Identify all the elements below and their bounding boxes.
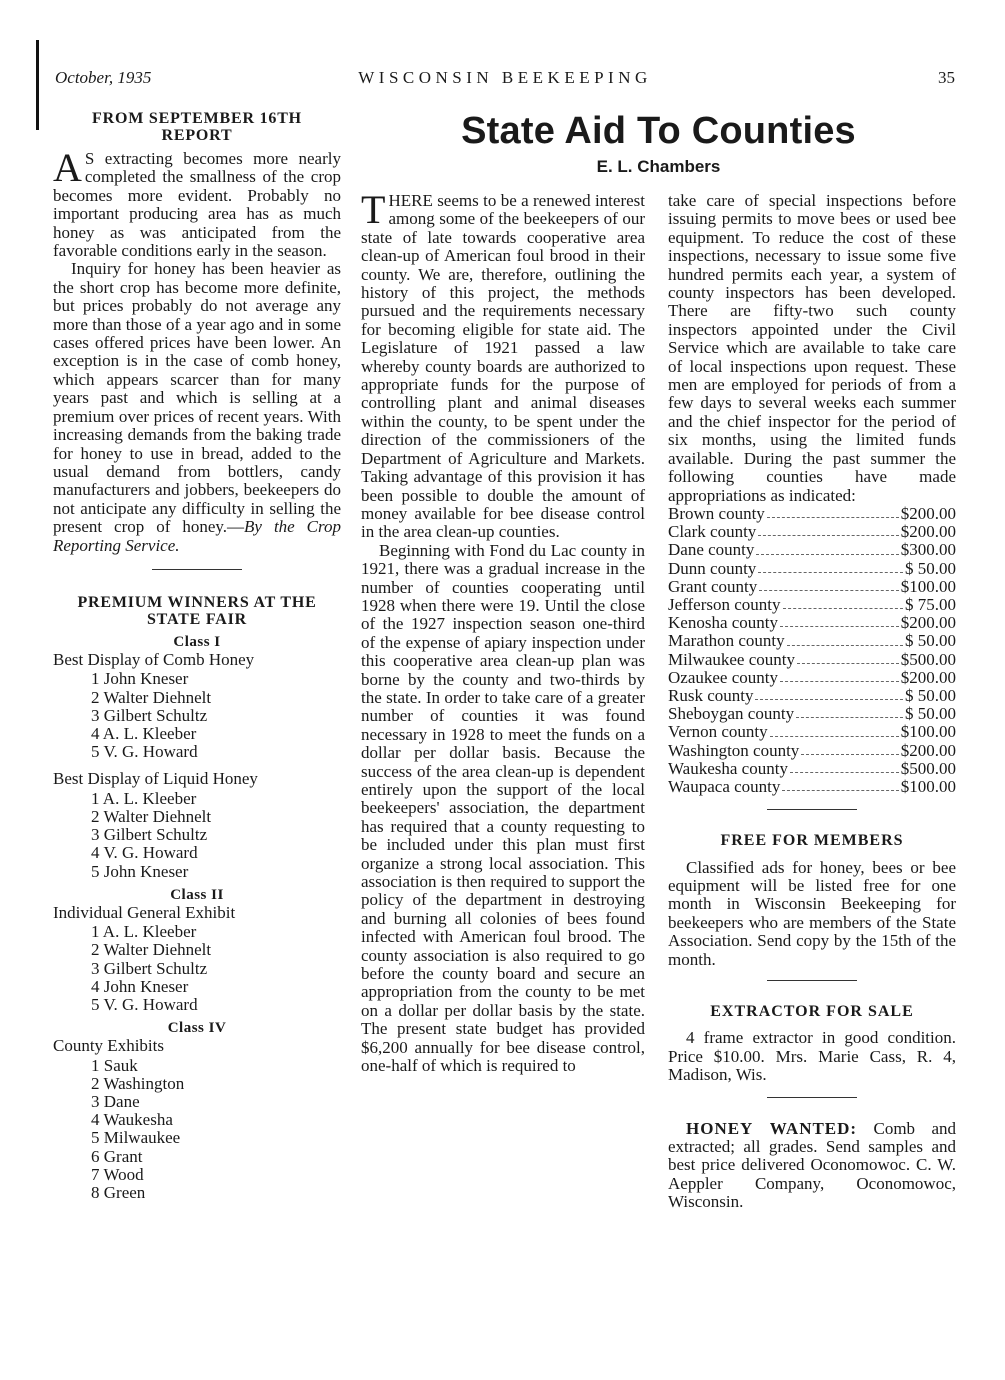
list-item — [668, 651, 956, 669]
honey-wanted-text: Comb and extracted; all grades. Send samples and best price delivered Oconomowoc. C. W. Aeppler Company, Oconomowoc, Wisconsin. — [668, 1118, 957, 1212]
county-name: Clark county — [668, 522, 757, 542]
middle-column — [361, 187, 645, 1076]
amount: $500.00 — [900, 758, 956, 778]
right-column — [668, 192, 956, 1212]
list-item: 2 Walter Diehnelt — [91, 687, 212, 707]
leader-dots — [759, 578, 899, 591]
list-item — [668, 523, 956, 541]
leader-dots — [758, 523, 898, 536]
county-name: Waupaca county — [668, 776, 781, 796]
county-name: Sheboygan county — [668, 704, 795, 724]
leader-dots — [783, 596, 903, 609]
amount: $100.00 — [900, 576, 956, 596]
county-name: Grant county — [668, 576, 758, 596]
list-item: 3 Gilbert Schultz — [91, 705, 208, 725]
list-item — [668, 614, 956, 632]
report-paragraph-1 — [53, 145, 341, 261]
list-item: 4 A. L. Kleeber — [91, 723, 197, 743]
list-item — [668, 669, 956, 687]
list-item: 3 Gilbert Schultz — [91, 825, 208, 845]
leader-dots — [790, 760, 899, 773]
leader-dots — [787, 632, 903, 645]
article-paragraph-3: take care of special inspections before issuing permits to move bees or used bee equipment. To reduce the cost of these inspections, necessary to issue some five hundred permits each year, a system of county inspectors has been developed. There are fifty-two such county inspectors appointed under the Civil Service which are available to take care of local inspections upon request. These men are employed for periods of from a few days to several weeks each summer and the chief inspector for the period of six months, using the limited funds available. During the past summer the following counties have made appropriations as indicated: — [668, 191, 956, 505]
amount: $200.00 — [900, 522, 956, 542]
list-item: 5 V. G. Howard — [91, 995, 198, 1014]
county-name: Brown county — [668, 503, 765, 523]
binding-edge-rule — [36, 40, 39, 130]
list-item: 2 Walter Diehnelt — [91, 940, 212, 960]
county-name: Kenosha county — [668, 613, 779, 633]
amount: $ 50.00 — [905, 685, 956, 705]
individual-exhibit-title: Individual General Exhibit — [53, 902, 236, 922]
page-header — [55, 68, 955, 92]
amount: $300.00 — [900, 540, 956, 560]
amount: $ 50.00 — [905, 631, 956, 651]
list-item: 4 Waukesha — [91, 1110, 173, 1130]
list-item — [668, 578, 956, 596]
page-number: 35 — [938, 68, 955, 87]
leader-dots — [796, 705, 903, 718]
leader-dots — [780, 669, 899, 682]
journal-title: WISCONSIN BEEKEEPING — [358, 68, 652, 87]
list-item — [668, 560, 956, 578]
leader-dots — [756, 541, 898, 554]
report-title: FROM SEPTEMBER 16TH REPORT — [92, 110, 302, 144]
extractor-for-sale-title: EXTRACTOR FOR SALE — [710, 1003, 914, 1020]
list-item — [668, 505, 956, 523]
honey-wanted-notice — [668, 1120, 956, 1212]
list-item — [668, 632, 956, 650]
amount: $ 50.00 — [905, 558, 956, 578]
article-paragraph-2: Beginning with Fond du Lac county in 1921, there was a gradual increase in the number of counties cooperating until 1928 when there were 19. Until the close of the 1927 inspection season one-third of the expense of apiary inspection under this cooperative area clean-up plan was borne by the county and two-thirds by the state. In order to take care of a greater number of counties it was found necessary in 1928 to meet the funds on a dollar per dollar basis. Because the success of the area clean-up is dependent entirely upon the support of the local beekeepers' association, the department has required that a county requesting to be included under this plan must first organize a strong local association. This association is then required to support the policy of the department in destroying and burning all colonies of bees found infected with American foul brood. The county association is also required to go before the county board and secure an appropriation from the county to be met on a dollar per dollar basis by the state. The present state budget has provided $6,200 annually for bee disease control, one-half of which is required to — [361, 540, 645, 1076]
article-paragraph-1-text: HERE seems to be a renewed interest among some of the beekeepers of our state of late towards cooperative area clean-up of American foul brood in their county. We are, therefore, outlining the history of this project, the methods pursued and the requirements necessary for becoming eligible for state aid. The Legislature of 1921 passed a law whereby county boards are authorized to appropriate funds for the purpose of controlling plant and animal diseases within the county, to be spent under the direction of the commissioners of the Department of Agriculture and Markets. Taking advantage of this provision it has been possible to double the amount of money available for bee disease control in the area clean-up counties. — [361, 191, 645, 542]
list-item: 2 Washington — [91, 1073, 185, 1093]
leader-dots — [767, 505, 899, 518]
list-item: 1 Sauk — [91, 1055, 138, 1075]
class-2-heading: Class II — [170, 886, 224, 903]
county-name: Marathon county — [668, 631, 785, 651]
liquid-honey-winners — [53, 790, 341, 881]
amount: $100.00 — [900, 722, 956, 742]
list-item — [668, 760, 956, 778]
list-item — [668, 723, 956, 741]
list-item — [668, 596, 956, 614]
free-for-members-title: FREE FOR MEMBERS — [720, 832, 904, 850]
leader-dots — [758, 560, 903, 573]
article-paragraph-1 — [361, 187, 645, 542]
report-dropcap: A — [53, 145, 82, 190]
leader-dots — [797, 651, 899, 664]
comb-honey-winners — [53, 670, 341, 761]
county-name: Jefferson county — [668, 594, 781, 614]
leader-dots — [770, 723, 899, 736]
list-item: 3 Gilbert Schultz — [91, 958, 208, 978]
list-item — [668, 742, 956, 760]
list-item: 1 John Kneser — [91, 669, 189, 689]
report-paragraph-1-text: S extracting becomes more nearly completed the smallness of the crop becomes more evident. Probably no important producing area has as much honey as was anticipated from the favorable conditions early in the season. — [53, 149, 341, 261]
article-title: State Aid To Counties — [461, 110, 856, 152]
leader-dots — [780, 614, 899, 627]
list-item: 5 John Kneser — [91, 861, 189, 881]
list-item — [668, 778, 956, 796]
list-item: 7 Wood — [91, 1164, 144, 1184]
county-name: Ozaukee county — [668, 667, 778, 687]
divider-rule — [767, 980, 857, 981]
individual-exhibit-winners — [53, 923, 341, 1014]
report-paragraph-2-text: Inquiry for honey has been heavier as the short crop has become more definite, but prices probably do not average any more than those of a year ago and in some cases offered prices have been lower. An exception is in the case of comb honey, which appears scarcer than for many years past and which is selling at a premium over prices of recent years. With increasing demands from the baking trade for honey to use in bread, added to the usual demand from bottlers, candy manufacturers and jobbers, beekeepers do not anticipate any difficulty in selling the present crop of honey.— — [53, 259, 341, 537]
county-name: Dane county — [668, 540, 755, 560]
list-item: 2 Walter Diehnelt — [91, 806, 212, 826]
issue-date: October, 1935 — [55, 68, 152, 87]
list-item: 4 John Kneser — [91, 976, 189, 996]
honey-wanted-label: HONEY WANTED: — [686, 1118, 858, 1138]
county-exhibits-winners — [53, 1057, 341, 1203]
article-byline: E. L. Chambers — [596, 157, 721, 176]
list-item — [668, 687, 956, 705]
divider-rule — [767, 809, 857, 810]
liquid-honey-title: Best Display of Liquid Honey — [53, 769, 258, 789]
list-item — [668, 705, 956, 723]
extractor-for-sale-text: 4 frame extractor in good condition. Price $10.00. Mrs. Marie Cass, R. 4, Madison, Wis. — [668, 1028, 956, 1085]
divider-rule — [767, 1097, 857, 1098]
amount: $500.00 — [900, 649, 956, 669]
county-name: Rusk county — [668, 685, 754, 705]
left-column — [53, 110, 341, 1202]
list-item — [668, 541, 956, 559]
amount: $ 75.00 — [905, 594, 956, 614]
amount: $200.00 — [900, 613, 956, 633]
list-item: 1 A. L. Kleeber — [91, 788, 197, 808]
amount: $200.00 — [900, 503, 956, 523]
amount: $100.00 — [900, 776, 956, 796]
premium-title: PREMIUM WINNERS AT THE STATE FAIR — [77, 593, 317, 628]
county-name: Dunn county — [668, 558, 757, 578]
county-exhibits-title: County Exhibits — [53, 1036, 164, 1056]
list-item: 1 A. L. Kleeber — [91, 922, 197, 942]
leader-dots — [755, 687, 903, 700]
county-name: Washington county — [668, 740, 800, 760]
list-item: 3 Dane — [91, 1092, 140, 1112]
amount: $ 50.00 — [905, 704, 956, 724]
report-paragraph-2 — [53, 260, 341, 555]
free-for-members-text: Classified ads for honey, bees or bee equipment will be listed free for one month in Wisconsin Beekeeping for beekeepers who are members of the State Association. Send copy by the 15th of the month. — [668, 857, 956, 969]
list-item: 5 V. G. Howard — [91, 742, 198, 762]
class-1-heading: Class I — [173, 633, 221, 650]
divider-rule — [152, 569, 242, 570]
list-item: 6 Grant — [91, 1146, 143, 1166]
class-4-heading: Class IV — [167, 1020, 227, 1037]
article-dropcap: T — [361, 187, 386, 232]
leader-dots — [801, 742, 898, 755]
list-item: 4 V. G. Howard — [91, 843, 198, 863]
list-item: 5 Milwaukee — [91, 1128, 181, 1148]
amount: $200.00 — [900, 667, 956, 687]
appropriations-list — [668, 505, 956, 796]
report-source: By the Crop Reporting Service. — [53, 517, 341, 555]
county-name: Milwaukee county — [668, 649, 795, 669]
list-item: 8 Green — [91, 1183, 146, 1203]
county-name: Waukesha county — [668, 758, 788, 778]
county-name: Vernon county — [668, 722, 768, 742]
comb-honey-title: Best Display of Comb Honey — [53, 649, 255, 669]
leader-dots — [782, 778, 898, 791]
amount: $200.00 — [900, 740, 956, 760]
